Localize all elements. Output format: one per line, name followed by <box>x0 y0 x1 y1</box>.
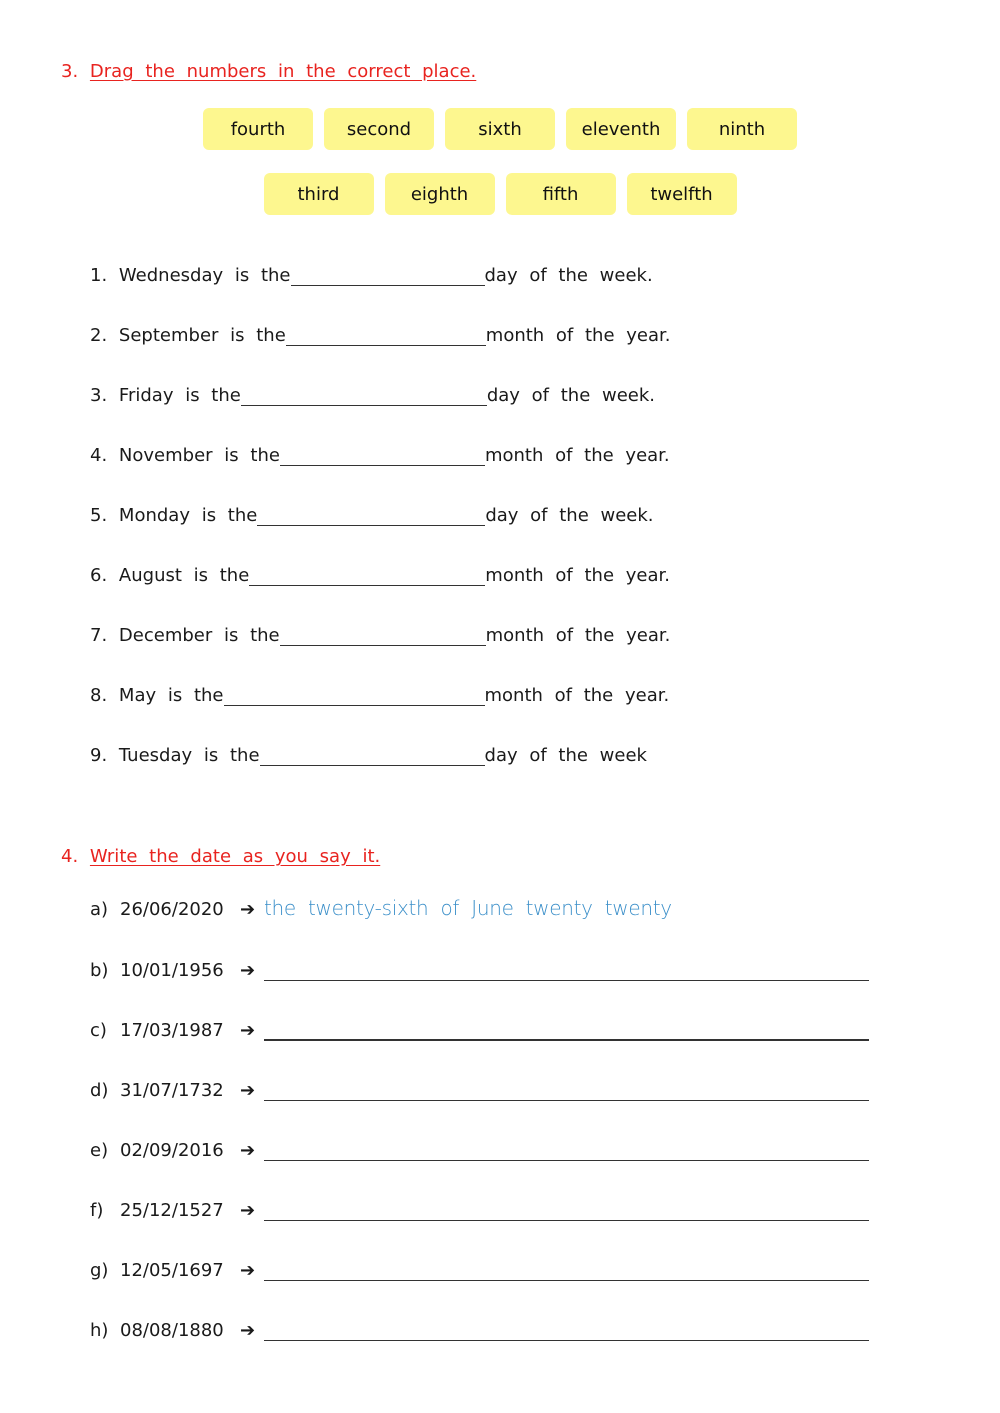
tile-sixth[interactable]: sixth <box>445 108 555 150</box>
tile-second[interactable]: second <box>324 108 434 150</box>
question-suffix: day of the week. <box>485 505 654 526</box>
tile-eleventh[interactable]: eleventh <box>566 108 676 150</box>
question-suffix: day of the week. <box>486 385 656 406</box>
example-answer: the twenty-sixth of June twenty twenty <box>264 896 672 920</box>
tile-fourth[interactable]: fourth <box>203 108 313 150</box>
question-prefix: Friday is the <box>118 385 241 406</box>
date-row <box>90 890 672 920</box>
arrow-right-icon: ➔ <box>240 1260 256 1281</box>
date-letter: g) <box>90 1260 109 1281</box>
date-value: 10/01/1956 <box>120 960 224 981</box>
arrow-right-icon: ➔ <box>240 1320 256 1341</box>
question-number: 5. <box>90 505 108 526</box>
date-row <box>90 1251 869 1281</box>
date-value: 31/07/1732 <box>120 1080 224 1101</box>
question-row <box>90 676 669 706</box>
answer-line[interactable] <box>264 1136 869 1161</box>
drop-blank[interactable] <box>241 381 487 406</box>
question-suffix: day of the week <box>484 745 647 766</box>
answer-line[interactable] <box>264 1076 869 1101</box>
question-row <box>90 436 670 466</box>
question-row <box>90 616 670 646</box>
date-letter: e) <box>90 1140 109 1161</box>
section-4-title: Write the date as you say it. <box>89 846 381 867</box>
answer-line[interactable] <box>264 1316 869 1341</box>
tile-ninth[interactable]: ninth <box>687 108 797 150</box>
arrow-right-icon: ➔ <box>240 1080 256 1101</box>
date-letter: a) <box>90 899 109 920</box>
date-row <box>90 1071 869 1101</box>
tile-eighth[interactable]: eighth <box>385 173 495 215</box>
date-row <box>90 1311 869 1341</box>
question-prefix: November is the <box>118 445 280 466</box>
question-row <box>90 556 670 586</box>
drop-blank[interactable] <box>260 741 485 766</box>
question-suffix: month of the year. <box>485 625 671 646</box>
arrow-right-icon: ➔ <box>240 1200 256 1221</box>
answer-line[interactable] <box>264 956 869 981</box>
section-3-heading <box>61 61 476 82</box>
question-number: 2. <box>90 325 108 346</box>
answer-line[interactable] <box>264 1196 869 1221</box>
date-value: 25/12/1527 <box>120 1200 224 1221</box>
tile-twelfth[interactable]: twelfth <box>627 173 737 215</box>
question-row <box>90 316 670 346</box>
date-row <box>90 1011 869 1041</box>
section-4-number: 4. <box>61 846 79 867</box>
date-letter: h) <box>90 1320 109 1341</box>
arrow-right-icon: ➔ <box>240 899 256 920</box>
section-4-heading <box>61 846 380 867</box>
drop-blank[interactable] <box>224 681 485 706</box>
date-letter: b) <box>90 960 109 981</box>
tile-third[interactable]: third <box>264 173 374 215</box>
drop-blank[interactable] <box>280 441 485 466</box>
date-row <box>90 951 869 981</box>
question-suffix: month of the year. <box>484 685 670 706</box>
question-number: 3. <box>90 385 108 406</box>
question-row <box>90 376 655 406</box>
date-value: 08/08/1880 <box>120 1320 224 1341</box>
question-number: 7. <box>90 625 108 646</box>
date-value: 17/03/1987 <box>120 1020 224 1041</box>
question-prefix: Wednesday is the <box>118 265 291 286</box>
word-bank-row-1 <box>0 108 1000 150</box>
answer-line[interactable] <box>264 1256 869 1281</box>
drop-blank[interactable] <box>286 321 486 346</box>
question-suffix: day of the week. <box>484 265 653 286</box>
drop-blank[interactable] <box>249 561 485 586</box>
question-row <box>90 496 654 526</box>
date-letter: f) <box>90 1200 104 1221</box>
question-number: 1. <box>90 265 108 286</box>
section-3-title: Drag the numbers in the correct place. <box>89 61 477 82</box>
word-bank-row-2 <box>0 173 1000 215</box>
answer-line[interactable] <box>264 1015 869 1041</box>
drop-blank[interactable] <box>291 261 485 286</box>
question-prefix: August is the <box>118 565 250 586</box>
question-number: 4. <box>90 445 108 466</box>
date-row <box>90 1131 869 1161</box>
question-prefix: September is the <box>118 325 286 346</box>
arrow-right-icon: ➔ <box>240 1140 256 1161</box>
date-row <box>90 1191 869 1221</box>
arrow-right-icon: ➔ <box>240 960 256 981</box>
question-number: 6. <box>90 565 108 586</box>
question-prefix: May is the <box>118 685 224 706</box>
section-3-number: 3. <box>61 61 79 82</box>
question-suffix: month of the year. <box>485 325 671 346</box>
date-value: 12/05/1697 <box>120 1260 224 1281</box>
drop-blank[interactable] <box>280 621 486 646</box>
date-value: 02/09/2016 <box>120 1140 224 1161</box>
date-letter: c) <box>90 1020 107 1041</box>
question-prefix: December is the <box>118 625 280 646</box>
question-prefix: Monday is the <box>118 505 258 526</box>
arrow-right-icon: ➔ <box>240 1020 256 1041</box>
date-letter: d) <box>90 1080 109 1101</box>
question-number: 9. <box>90 745 108 766</box>
drop-blank[interactable] <box>257 501 485 526</box>
question-prefix: Tuesday is the <box>118 745 260 766</box>
tile-fifth[interactable]: fifth <box>506 173 616 215</box>
question-row <box>90 736 647 766</box>
question-row <box>90 256 653 286</box>
question-suffix: month of the year. <box>485 565 670 586</box>
date-value: 26/06/2020 <box>120 899 224 920</box>
question-number: 8. <box>90 685 108 706</box>
question-suffix: month of the year. <box>484 445 670 466</box>
